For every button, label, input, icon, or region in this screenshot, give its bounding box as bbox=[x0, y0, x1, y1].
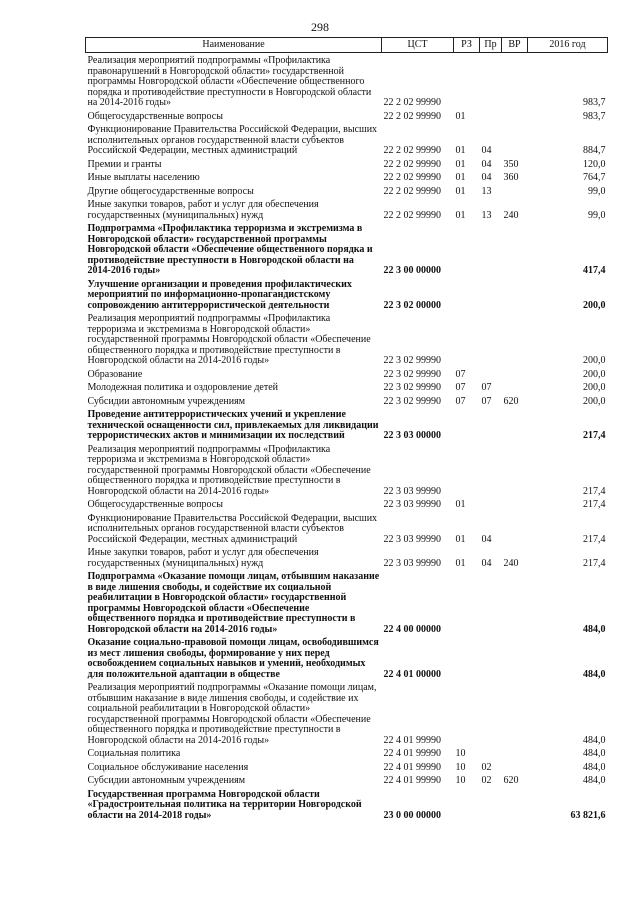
cell-name: Реализация мероприятий подпрограммы «Профилактика правонарушений в Новгородской области» государственной программы Новгородской области «Обеспечение общественного порядка и противодействие преступности в Новгородской области на 2014-2016 годы» bbox=[87, 55, 372, 108]
cell-cst: 22 2 02 99990 bbox=[383, 172, 441, 183]
cell-cst: 22 3 02 99990 bbox=[383, 382, 441, 393]
cell-pr: 04 bbox=[481, 145, 492, 156]
cell-pr: 04 bbox=[481, 533, 492, 545]
cell-name: Проведение антитеррористических учений и укрепление технической оснащенности сил, привлекаемых для ликвидации террористических актов и минимизации их последствий bbox=[87, 409, 379, 441]
cell-pr bbox=[480, 635, 502, 680]
cell-name: Социальное обслуживание населения bbox=[87, 761, 249, 773]
cell-rz: 10 bbox=[455, 761, 466, 773]
table-row bbox=[86, 53, 608, 109]
cell-sum: 484,0 bbox=[583, 623, 606, 635]
cell-vr bbox=[502, 407, 528, 442]
cell-sum: 217,4 bbox=[583, 430, 606, 441]
cell-cst: 22 3 00 00000 bbox=[383, 265, 441, 276]
cell-rz: 01 bbox=[455, 172, 466, 183]
table-body bbox=[86, 53, 608, 822]
cell-pr: 04 bbox=[481, 158, 492, 170]
cell-pr bbox=[480, 277, 502, 312]
cell-rz: 10 bbox=[455, 748, 466, 759]
cell-sum: 200,0 bbox=[583, 382, 606, 393]
cell-rz: 01 bbox=[455, 499, 466, 510]
cell-pr bbox=[480, 680, 502, 746]
cell-cst: 22 4 01 99990 bbox=[383, 761, 441, 773]
cell-name: Субсидии автономным учреждениям bbox=[87, 395, 246, 407]
cell-name: Функционирование Правительства Российской Федерации, высших исполнительных органов государственной власти субъектов Российской Федерации, местных администраций bbox=[87, 512, 378, 545]
cell-name: Подпрограмма «Профилактика терроризма и экстремизма в Новгородской области» государственной программы Новгородской области «Обеспечение общественного порядка и противодействие преступности в Новгородской области на 2014-2016 годы» bbox=[87, 223, 373, 276]
cell-sum: 417,4 bbox=[583, 265, 606, 276]
cell-cst: 22 4 01 99990 bbox=[383, 748, 441, 759]
header-vr: ВР bbox=[502, 38, 528, 53]
cell-name: Иные закупки товаров, работ и услуг для обеспечения государственных (муниципальных) нужд bbox=[87, 547, 319, 569]
table-row bbox=[86, 545, 608, 569]
cell-name: Оказание социально-правовой помощи лицам, освободившимся из мест лишения свободы, формирование у них перед освобождением социальных навыков и умений, необходимых для положительной адаптации в обществе bbox=[87, 637, 379, 680]
cell-cst: 22 3 02 99990 bbox=[383, 368, 441, 380]
cell-cst: 22 3 03 00000 bbox=[383, 430, 441, 441]
cell-vr bbox=[502, 221, 528, 277]
header-cst: ЦСТ bbox=[382, 38, 454, 53]
cell-sum: 884,7 bbox=[583, 145, 606, 156]
cell-rz: 01 bbox=[455, 557, 466, 569]
cell-pr bbox=[480, 746, 502, 760]
cell-cst: 22 3 03 99990 bbox=[383, 499, 441, 510]
cell-pr bbox=[480, 109, 502, 123]
cell-rz: 01 bbox=[455, 158, 466, 170]
cell-sum: 120,0 bbox=[583, 158, 606, 170]
cell-cst: 22 3 03 99990 bbox=[383, 557, 441, 569]
cell-name: Реализация мероприятий подпрограммы «Профилактика терроризма и экстремизма в Новгородской области» государственной программы Новгородской области «Обеспечение общественного порядка и противодействие преступности в Новгородской области на 2014-2016 годы» bbox=[87, 313, 371, 366]
cell-rz bbox=[454, 635, 480, 680]
cell-rz: 07 bbox=[455, 382, 466, 393]
cell-name: Субсидии автономным учреждениям bbox=[87, 775, 246, 786]
cell-sum: 484,0 bbox=[583, 748, 606, 759]
cell-cst: 23 0 00 00000 bbox=[383, 809, 441, 821]
table-row bbox=[86, 109, 608, 123]
cell-vr: 360 bbox=[503, 172, 519, 183]
cell-vr: 620 bbox=[503, 775, 519, 786]
cell-sum: 63 821,6 bbox=[570, 809, 606, 821]
cell-name: Иные выплаты населению bbox=[87, 172, 200, 183]
table-row bbox=[86, 787, 608, 822]
table-row bbox=[86, 407, 608, 442]
cell-name: Социальная политика bbox=[87, 748, 181, 759]
table-row bbox=[86, 497, 608, 511]
cell-vr bbox=[502, 746, 528, 760]
cell-vr bbox=[502, 635, 528, 680]
cell-sum: 217,4 bbox=[583, 499, 606, 510]
cell-rz: 01 bbox=[455, 145, 466, 156]
cell-name: Премии и гранты bbox=[87, 158, 162, 170]
table-row bbox=[86, 311, 608, 367]
table-row bbox=[86, 122, 608, 157]
cell-sum: 217,4 bbox=[583, 485, 606, 497]
cell-sum: 217,4 bbox=[583, 533, 606, 545]
cell-vr bbox=[502, 277, 528, 312]
cell-sum: 99,0 bbox=[588, 209, 606, 221]
cell-rz bbox=[454, 53, 480, 109]
table-row bbox=[86, 380, 608, 394]
cell-sum: 200,0 bbox=[583, 368, 606, 380]
cell-name: Реализация мероприятий подпрограммы «Оказание помощи лицам, отбывшим наказание в виде лишения свободы, и содействие их социальной реабилитации в Новгородской области» государственной программы Новгородской области «Обеспечение общественного порядка и противодействие преступности в Новгородской области на 2014-2016 годы» bbox=[87, 682, 377, 746]
table-row bbox=[86, 773, 608, 787]
cell-pr bbox=[480, 407, 502, 442]
cell-rz bbox=[454, 442, 480, 498]
cell-cst: 22 2 02 99990 bbox=[383, 185, 441, 197]
cell-name: Государственная программа Новгородской области «Градостроительная политика на территории Новгородской области на 2014-2018 годы» bbox=[87, 788, 362, 821]
cell-pr bbox=[480, 311, 502, 367]
cell-sum: 484,0 bbox=[583, 761, 606, 773]
header-pr: Пр bbox=[480, 38, 502, 53]
header-year: 2016 год bbox=[528, 38, 608, 53]
cell-vr bbox=[502, 380, 528, 394]
cell-cst: 22 4 01 00000 bbox=[383, 668, 441, 680]
cell-name: Реализация мероприятий подпрограммы «Профилактика терроризма и экстремизма в Новгородской области» государственной программы Новгородской области «Обеспечение общественного порядка и противодействие преступности в Новгородской области на 2014-2016 годы» bbox=[87, 443, 371, 497]
table-row bbox=[86, 184, 608, 198]
cell-rz: 01 bbox=[455, 185, 466, 197]
cell-cst: 22 4 01 99990 bbox=[383, 734, 441, 746]
cell-vr bbox=[502, 511, 528, 546]
cell-sum: 983,7 bbox=[583, 110, 606, 122]
table-row bbox=[86, 569, 608, 635]
cell-sum: 200,0 bbox=[583, 395, 606, 407]
cell-sum: 484,0 bbox=[583, 668, 606, 680]
cell-name: Общегосударственные вопросы bbox=[87, 110, 223, 122]
table-row bbox=[86, 635, 608, 680]
table-row bbox=[86, 746, 608, 760]
cell-cst: 22 3 02 00000 bbox=[383, 299, 441, 311]
cell-cst: 22 2 02 99990 bbox=[383, 145, 441, 156]
cell-vr bbox=[502, 442, 528, 498]
cell-vr: 240 bbox=[503, 209, 519, 221]
cell-rz bbox=[454, 407, 480, 442]
table-row bbox=[86, 197, 608, 221]
cell-sum: 217,4 bbox=[583, 557, 606, 569]
budget-table bbox=[85, 37, 608, 821]
table-row bbox=[86, 511, 608, 546]
cell-sum: 200,0 bbox=[583, 355, 606, 366]
cell-pr: 07 bbox=[481, 395, 492, 407]
table-row bbox=[86, 277, 608, 312]
table-header bbox=[86, 38, 608, 53]
cell-name: Подпрограмма «Оказание помощи лицам, отбывшим наказание в виде лишения свободы, и содействие их социальной реабилитации в Новгородской области» государственной программы Новгородской области «Обеспечение общественного порядка и противодействие преступности в Новгородской области на 2014-2016 годы» bbox=[87, 571, 380, 635]
cell-cst: 22 4 00 00000 bbox=[383, 623, 441, 635]
cell-cst: 22 3 02 99990 bbox=[383, 395, 441, 407]
cell-vr bbox=[502, 787, 528, 822]
cell-vr: 350 bbox=[503, 158, 519, 170]
cell-pr bbox=[480, 367, 502, 381]
table-row bbox=[86, 170, 608, 184]
cell-rz bbox=[454, 569, 480, 635]
cell-pr bbox=[480, 53, 502, 109]
cell-pr: 04 bbox=[481, 172, 492, 183]
table-row bbox=[86, 367, 608, 381]
cell-name: Улучшение организации и проведения профилактических мероприятий по информационно-пропагандистскому сопровождению антитеррористической деятельности bbox=[87, 278, 352, 311]
cell-cst: 22 4 01 99990 bbox=[383, 775, 441, 786]
cell-rz bbox=[454, 311, 480, 367]
cell-vr bbox=[502, 109, 528, 123]
cell-vr bbox=[502, 760, 528, 774]
cell-pr bbox=[480, 497, 502, 511]
cell-cst: 22 3 03 99990 bbox=[383, 533, 441, 545]
cell-pr: 02 bbox=[481, 761, 492, 773]
cell-name: Образование bbox=[87, 368, 143, 380]
cell-rz: 01 bbox=[455, 209, 466, 221]
cell-vr: 240 bbox=[503, 557, 519, 569]
cell-rz: 07 bbox=[455, 368, 466, 380]
cell-cst: 22 2 02 99990 bbox=[383, 110, 441, 122]
cell-vr bbox=[502, 53, 528, 109]
cell-vr bbox=[502, 311, 528, 367]
cell-pr: 13 bbox=[481, 209, 492, 221]
cell-name: Функционирование Правительства Российской Федерации, высших исполнительных органов государственной власти субъектов Российской Федерации, местных администраций bbox=[87, 124, 378, 156]
cell-pr: 13 bbox=[481, 185, 492, 197]
cell-rz bbox=[454, 680, 480, 746]
cell-cst: 22 3 02 99990 bbox=[383, 355, 441, 366]
cell-vr bbox=[502, 367, 528, 381]
cell-cst: 22 3 03 99990 bbox=[383, 485, 441, 497]
cell-pr bbox=[480, 569, 502, 635]
page-number: 298 bbox=[311, 20, 329, 34]
cell-vr bbox=[502, 497, 528, 511]
cell-pr bbox=[480, 787, 502, 822]
cell-rz: 10 bbox=[455, 775, 466, 786]
cell-rz: 07 bbox=[455, 395, 466, 407]
cell-pr: 04 bbox=[481, 557, 492, 569]
table-row bbox=[86, 394, 608, 408]
cell-name: Общегосударственные вопросы bbox=[87, 499, 223, 510]
cell-name: Другие общегосударственные вопросы bbox=[87, 185, 254, 197]
cell-pr bbox=[480, 442, 502, 498]
cell-pr bbox=[480, 221, 502, 277]
header-rz: РЗ bbox=[454, 38, 480, 53]
cell-pr: 02 bbox=[481, 775, 492, 786]
table-row bbox=[86, 157, 608, 171]
cell-sum: 200,0 bbox=[583, 299, 606, 311]
table-row bbox=[86, 221, 608, 277]
cell-cst: 22 2 02 99990 bbox=[383, 97, 441, 108]
cell-vr: 620 bbox=[503, 395, 519, 407]
cell-vr bbox=[502, 569, 528, 635]
cell-cst: 22 2 02 99990 bbox=[383, 158, 441, 170]
cell-rz bbox=[454, 277, 480, 312]
cell-name: Иные закупки товаров, работ и услуг для обеспечения государственных (муниципальных) нужд bbox=[87, 199, 319, 221]
cell-name: Молодежная политика и оздоровление детей bbox=[87, 382, 279, 393]
table-row bbox=[86, 442, 608, 498]
header-name: Наименование bbox=[86, 38, 382, 53]
cell-cst: 22 2 02 99990 bbox=[383, 209, 441, 221]
cell-pr: 07 bbox=[481, 382, 492, 393]
cell-vr bbox=[502, 122, 528, 157]
cell-rz: 01 bbox=[455, 533, 466, 545]
cell-rz bbox=[454, 787, 480, 822]
cell-sum: 484,0 bbox=[583, 775, 606, 786]
cell-sum: 983,7 bbox=[583, 97, 606, 108]
table-row bbox=[86, 760, 608, 774]
cell-rz: 01 bbox=[455, 110, 466, 122]
cell-sum: 484,0 bbox=[583, 734, 606, 746]
cell-vr bbox=[502, 184, 528, 198]
table-row bbox=[86, 680, 608, 746]
cell-rz bbox=[454, 221, 480, 277]
cell-sum: 764,7 bbox=[583, 172, 606, 183]
cell-vr bbox=[502, 680, 528, 746]
cell-sum: 99,0 bbox=[588, 185, 606, 197]
